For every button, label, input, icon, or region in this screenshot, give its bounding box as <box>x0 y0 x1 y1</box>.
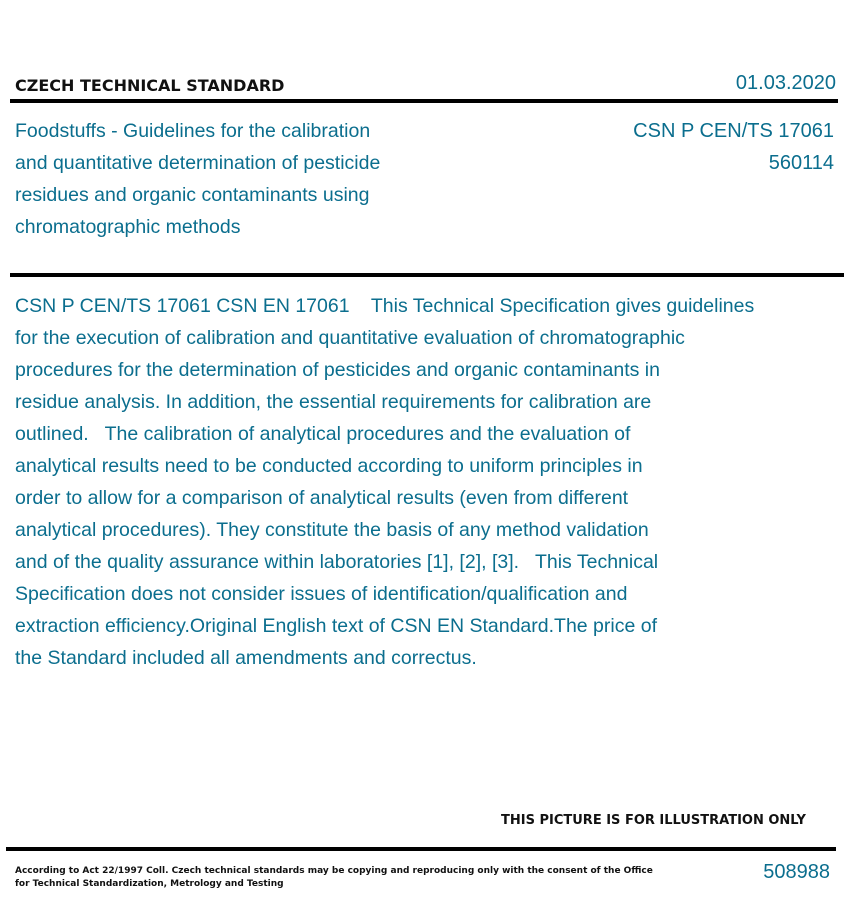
legal-line: According to Act 22/1997 Coll. Czech technical standards may be copying and reproducing only with the consent of the Office <box>15 866 653 876</box>
header-rule <box>10 99 838 103</box>
legal-line: for Technical Standardization, Metrology and Testing <box>15 879 284 889</box>
abstract-line: residue analysis. In addition, the essential requirements for calibration are <box>15 391 652 413</box>
abstract-line: and of the quality assurance within laboratories [1], [2], [3]. This Technical <box>15 551 659 573</box>
title-line: chromatographic methods <box>15 216 241 238</box>
title-line: Foodstuffs - Guidelines for the calibration <box>15 120 371 142</box>
publication-date: 01.03.2020 <box>735 72 836 94</box>
standard-identifiers <box>633 115 834 179</box>
standard-header-label: CZECH TECHNICAL STANDARD <box>15 76 285 95</box>
abstract-line: CSN P CEN/TS 17061 CSN EN 17061 This Technical Specification gives guidelines <box>15 295 755 317</box>
catalog-code: 508988 <box>763 861 830 883</box>
footer-rule <box>6 847 836 851</box>
title-line: residues and organic contaminants using <box>15 184 370 206</box>
abstract-line: Specification does not consider issues of identification/qualification and <box>15 583 628 605</box>
standard-title <box>15 115 445 243</box>
section-rule <box>10 273 844 277</box>
abstract-line: procedures for the determination of pesticides and organic contaminants in <box>15 359 660 381</box>
title-line: and quantitative determination of pesticide <box>15 152 381 174</box>
abstract-line: outlined. The calibration of analytical procedures and the evaluation of <box>15 423 631 445</box>
abstract-line: extraction efficiency.Original English text of CSN EN Standard.The price of <box>15 615 657 637</box>
abstract-line: for the execution of calibration and quantitative evaluation of chromatographic <box>15 327 685 349</box>
abstract-line: analytical results need to be conducted according to uniform principles in <box>15 455 643 477</box>
abstract-line: analytical procedures). They constitute the basis of any method validation <box>15 519 649 541</box>
standard-abstract <box>15 290 837 674</box>
abstract-line: order to allow for a comparison of analytical results (even from different <box>15 487 629 509</box>
legal-notice <box>15 865 653 891</box>
standard-class-number: 560114 <box>768 152 834 174</box>
abstract-line: the Standard included all amendments and correctus. <box>15 647 477 669</box>
standard-designation: CSN P CEN/TS 17061 <box>633 120 834 142</box>
illustration-note: THIS PICTURE IS FOR ILLUSTRATION ONLY <box>501 813 806 828</box>
